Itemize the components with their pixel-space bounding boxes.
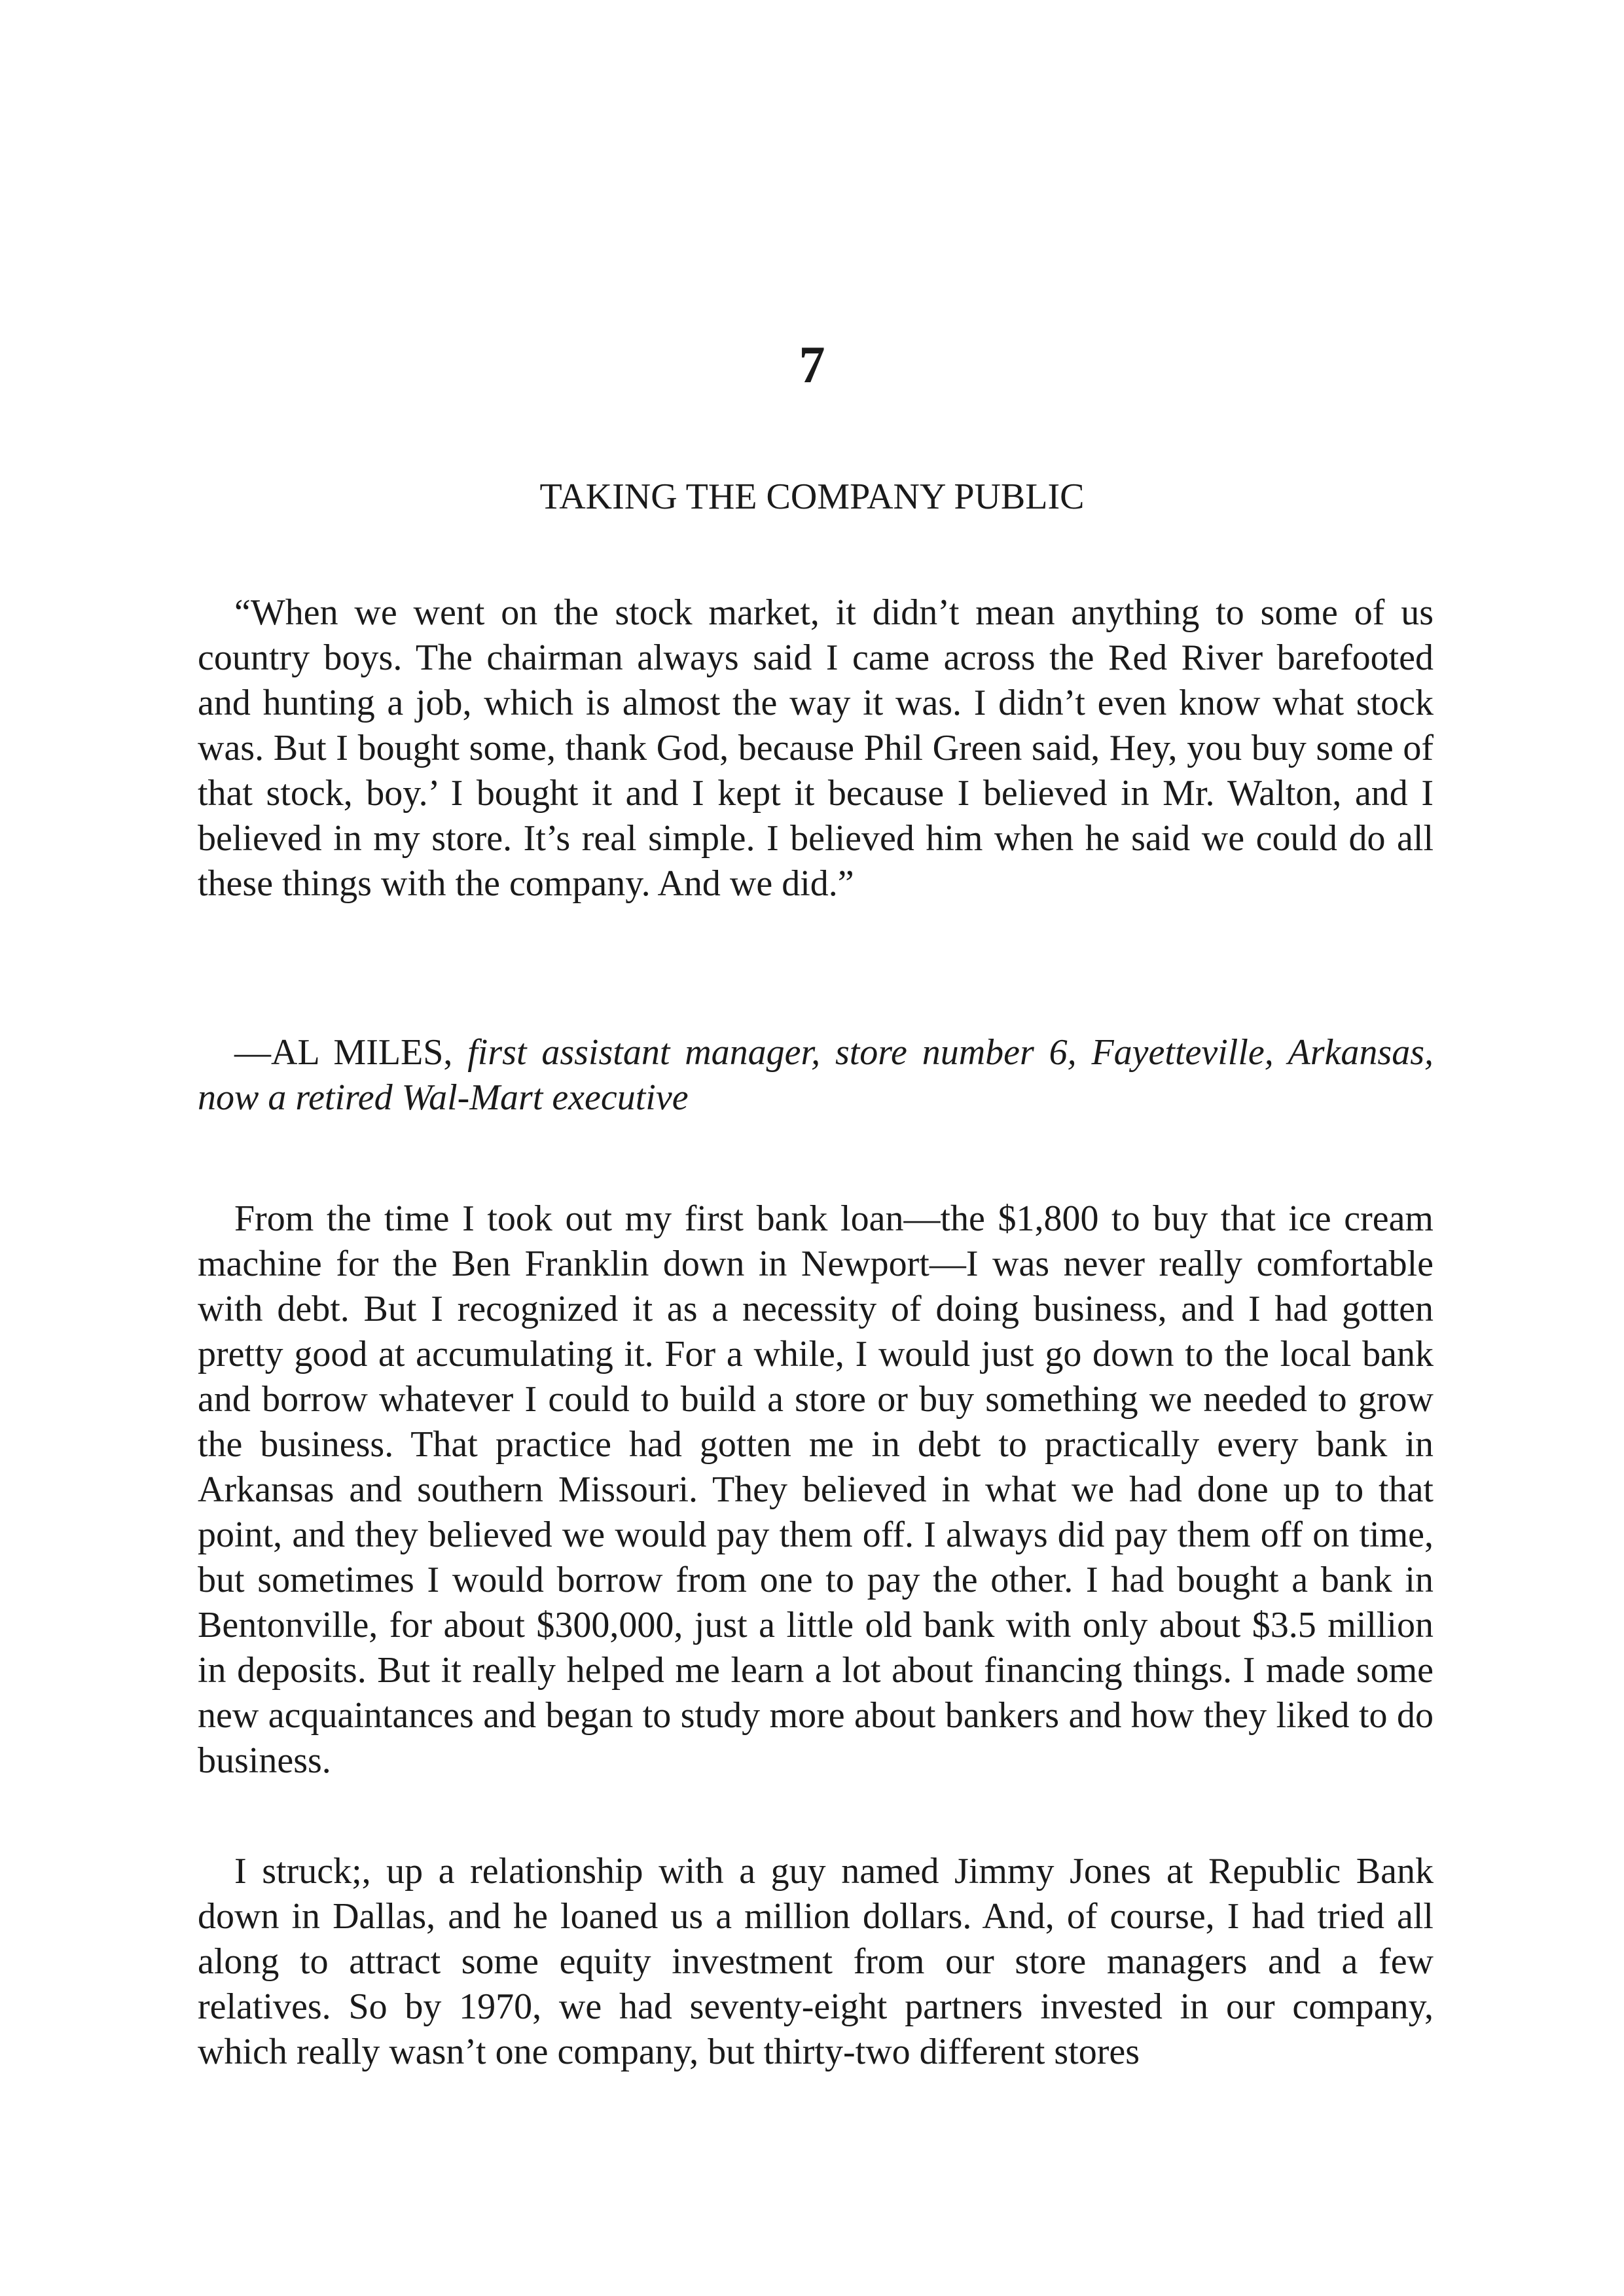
body-paragraph: From the time I took out my first bank loan—the $1,800 to buy that ice cream machine for the Ben Franklin down in Newport—I was never really comfortable with debt. But I recognized it as a necessity of doing business, and I had gotten pretty good at accumulating it. For a while, I would just go down to the local bank and borrow whatever I could to build a store or buy something we needed to grow the business. That practice had gotten me in debt to practically every bank in Arkansas and southern Missouri. They believed in what we had done up to that point, and they believed we would pay them off. I always did pay them off on time, but sometimes I would borrow from one to pay the other. I had bought a bank in Bentonville, for about $300,000, just a little old bank with only about $3.5 million in deposits. But it really helped me learn a lot about financing things. I made some new acquaintances and began to study more about bankers and how they liked to do business.: [198, 1198, 1434, 1781]
attribution-role: first assistant manager, store number 6, Fayetteville, Arkansas, now a retired Wal-Mart executive: [198, 1032, 1434, 1118]
epigraph-quote: “When we went on the stock market, it didn’t mean anything to some of us country boys. The chairman always said I came across the Red River barefooted and hunting a job, which is almost the way it was. I didn’t even know what stock was. But I bought some, thank God, because Phil Green said, Hey, you buy some of that stock, boy.’ I bought it and I kept it because I believed in Mr. Walton, and I believed in my store. It’s real simple. I believed him when he said we could do all these things with the company. And we did.”: [198, 592, 1434, 904]
epigraph-attribution: [198, 1030, 1434, 1121]
chapter-title: TAKING THE COMPANY PUBLIC: [539, 476, 1085, 517]
attribution-name: —AL MILES,: [234, 1032, 453, 1073]
body-paragraph: I struck;, up a relationship with a guy named Jimmy Jones at Republic Bank down in Dallas, and he loaned us a million dollars. And, of course, I had tried all along to attract some equity investment from our store managers and a few relatives. So by 1970, we had seventy-eight partners invested in our company, which really wasn’t one company, but thirty-two different stores: [198, 1851, 1434, 2072]
chapter-number: 7: [799, 336, 825, 394]
